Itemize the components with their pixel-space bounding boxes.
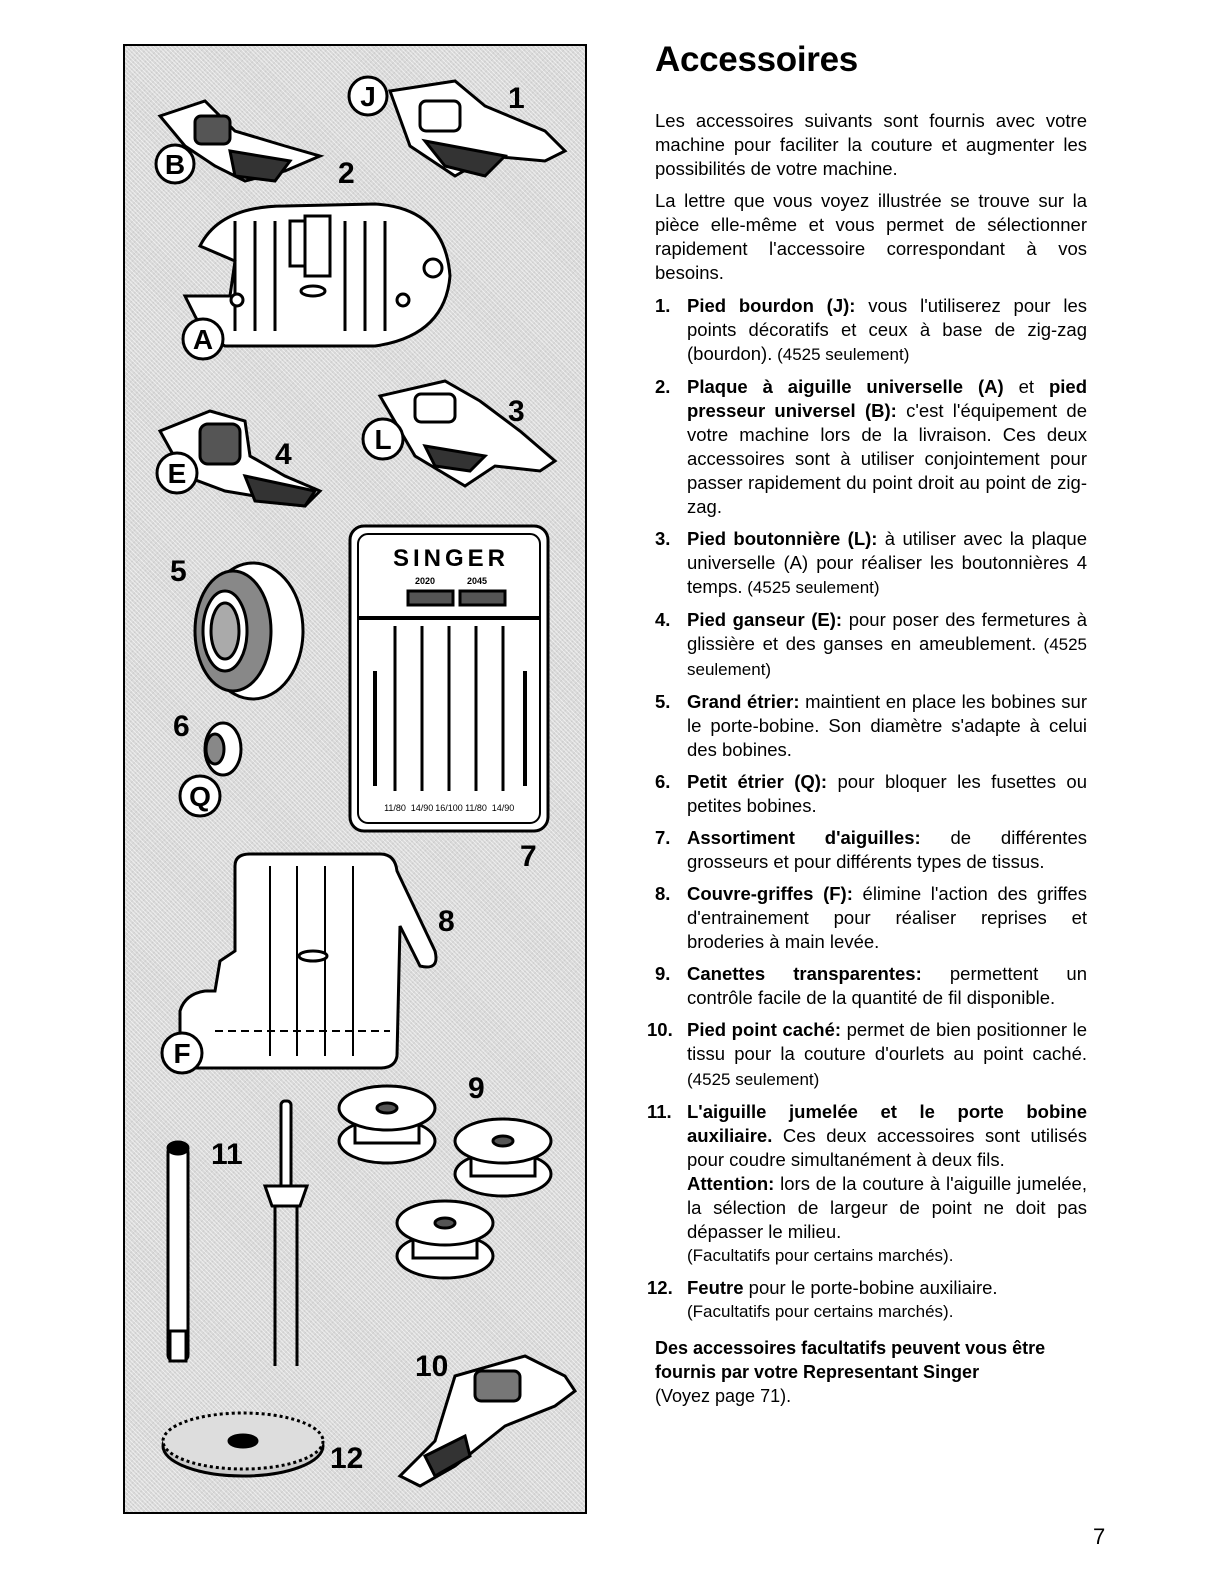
- label-6: 6: [173, 710, 190, 743]
- item-title: Petit étrier (Q):: [687, 771, 828, 792]
- list-item: [655, 608, 1087, 682]
- item-title: Pied boutonnière (L):: [687, 528, 878, 549]
- needle-pack-code-1: 2020: [414, 576, 436, 586]
- badge-E-letter: E: [167, 458, 187, 489]
- intro-paragraph-2: La lettre que vous voyez illustrée se trouve sur la pièce elle-même et vous permet de sélectionner rapidement l'accessoire correspondant à vos besoins.: [655, 190, 1087, 283]
- item-number: 12.: [647, 1277, 673, 1298]
- grand-etrier-drawing: [195, 563, 303, 699]
- label-3: 3: [508, 395, 525, 428]
- needle-size-5: 14/90: [491, 803, 515, 813]
- item-number: 11.: [647, 1101, 672, 1122]
- accessories-illustration: [123, 44, 587, 1514]
- item-number: 6.: [655, 771, 671, 792]
- footer-note: [655, 1336, 1087, 1408]
- needle-size-3: 16/100: [435, 803, 463, 813]
- porte-bobine-auxiliaire-drawing: [168, 1142, 188, 1361]
- intro-paragraph-1: Les accessoires suivants sont fournis avec votre machine pour faciliter la couture et augmenter les possibilités de votre machine.: [655, 110, 1087, 179]
- item-note: (4525 seulement): [742, 578, 880, 597]
- couvre-griffes-drawing: [180, 854, 436, 1068]
- item-number: 4.: [655, 609, 671, 630]
- petit-etrier-drawing: [205, 723, 241, 775]
- page-number: 7: [1093, 1524, 1106, 1549]
- item-number: 9.: [655, 963, 671, 984]
- list-item: [647, 1018, 1088, 1092]
- item-text: de différentes grosseurs et pour différents types de tissus.: [687, 827, 1087, 872]
- pied-bourdon-drawing: [390, 81, 565, 176]
- item-number: 10.: [647, 1019, 673, 1040]
- badge-Q-letter: Q: [189, 781, 211, 812]
- item-text: permettent un contrôle facile de la quantité de fil disponible.: [687, 963, 1087, 1008]
- label-12: 12: [330, 1442, 364, 1475]
- list-item: [655, 962, 1087, 1010]
- footer-reference: (Voyez page 71).: [655, 1386, 792, 1406]
- list-item: [655, 826, 1087, 874]
- attention-label: Attention:: [687, 1173, 775, 1194]
- label-5: 5: [170, 555, 187, 588]
- item-title: Pied point caché:: [687, 1019, 842, 1040]
- item-text: maintient en place les bobines sur le porte-bobine. Son diamètre s'adapte à celui des bobines.: [687, 691, 1087, 760]
- item-number: 1.: [655, 295, 671, 316]
- label-11: 11: [211, 1138, 243, 1171]
- list-item: [655, 527, 1087, 600]
- list-item: [655, 882, 1087, 954]
- item-title: Pied ganseur (E):: [687, 609, 843, 630]
- item-text: vous l'utiliserez pour les points décoratifs et ceux à base de zig-zag (bourdon).: [687, 295, 1088, 364]
- item-title: L'aiguille jumelée et le porte bobine auxiliaire.: [687, 1101, 1087, 1146]
- item-number: 5.: [655, 691, 671, 712]
- plaque-aiguille-drawing: [185, 204, 450, 346]
- label-4: 4: [275, 438, 292, 471]
- item-text: élimine l'action des griffes d'entrainement pour réaliser reprises et broderies à main levée.: [687, 883, 1087, 952]
- pied-boutonniere-drawing: [380, 381, 555, 486]
- item-note: (4525 seulement): [687, 635, 1088, 679]
- badge-F-letter: F: [173, 1038, 191, 1069]
- page-title: Accessoires: [655, 40, 858, 79]
- list-item: [655, 294, 1087, 367]
- list-item: [647, 1276, 1087, 1324]
- feutre-drawing: [163, 1413, 323, 1476]
- badge-B-letter: B: [164, 149, 186, 180]
- item-title-2: pied presseur universel (B):: [687, 376, 1087, 421]
- item-title: Assortiment d'aiguilles:: [687, 827, 921, 848]
- item-note: (Facultatifs pour certains marchés).: [687, 1246, 954, 1265]
- label-7: 7: [520, 840, 537, 873]
- accessory-list: [647, 294, 1088, 1324]
- list-item: [655, 375, 1087, 519]
- footer-bold: Des accessoires facultatifs peuvent vous être fournis par votre Representant Singer: [655, 1338, 1046, 1382]
- item-text: c'est l'équipement de votre machine lors de la livraison. Ces deux accessoires sont à utiliser conjointement pour passer rapidement du point droit au point de zig-zag.: [687, 400, 1087, 517]
- label-10: 10: [415, 1350, 449, 1383]
- item-note: (4525 seulement): [772, 345, 910, 364]
- label-2: 2: [338, 157, 355, 190]
- item-note: (4525 seulement): [687, 1070, 820, 1089]
- label-9: 9: [468, 1072, 485, 1105]
- item-connector: et: [1003, 376, 1049, 397]
- item-number: 8.: [655, 883, 671, 904]
- item-text: à utiliser avec la plaque universelle (A) pour réaliser les boutonnières 4 temps.: [687, 528, 1088, 597]
- item-title: Couvre-griffes (F):: [687, 883, 853, 904]
- badge-J-letter: J: [360, 81, 376, 112]
- needle-pack-brand: SINGER: [392, 545, 510, 572]
- item-title: Pied bourdon (J):: [687, 295, 856, 316]
- canettes-transparentes-drawing: [339, 1086, 551, 1278]
- item-title: Canettes transparentes:: [687, 963, 922, 984]
- item-text: Ces deux accessoires sont utilisés pour coudre simultanément à deux fils.: [687, 1125, 1087, 1170]
- needle-size-4: 11/80: [465, 803, 487, 813]
- needle-pack-code-2: 2045: [466, 576, 488, 586]
- needle-size-1: 11/80: [384, 803, 406, 813]
- accessories-drawing: [125, 46, 585, 1512]
- aiguille-jumelee-drawing: [265, 1101, 307, 1366]
- label-8: 8: [438, 905, 455, 938]
- item-number: 3.: [655, 528, 671, 549]
- text-column: [647, 40, 1088, 1408]
- badge-A-letter: A: [192, 324, 214, 355]
- list-item: [647, 1100, 1087, 1268]
- item-text: pour le porte-bobine auxiliaire.: [743, 1277, 998, 1298]
- attention-text: lors de la couture à l'aiguille jumelée, la sélection de largeur de point ne doit pas dépasser le milieu.: [687, 1173, 1087, 1242]
- badge-L-letter: L: [374, 424, 392, 455]
- item-text: permet de bien positionner le tissu pour la couture d'ourlets au point caché.: [687, 1019, 1088, 1064]
- list-item: [655, 770, 1087, 818]
- item-title: Feutre: [687, 1277, 744, 1298]
- item-title: Grand étrier:: [687, 691, 800, 712]
- list-item: [655, 690, 1087, 762]
- item-text: pour poser des fermetures à glissière et des ganses en ameublement.: [687, 609, 1087, 654]
- item-number: 7.: [655, 827, 671, 848]
- label-1: 1: [508, 82, 525, 115]
- needle-size-2: 14/90: [410, 803, 434, 813]
- item-text: pour bloquer les fusettes ou petites bobines.: [687, 771, 1087, 816]
- item-note: (Facultatifs pour certains marchés).: [687, 1302, 954, 1321]
- item-title: Plaque à aiguille universelle (A): [687, 376, 1004, 397]
- item-number: 2.: [655, 376, 671, 397]
